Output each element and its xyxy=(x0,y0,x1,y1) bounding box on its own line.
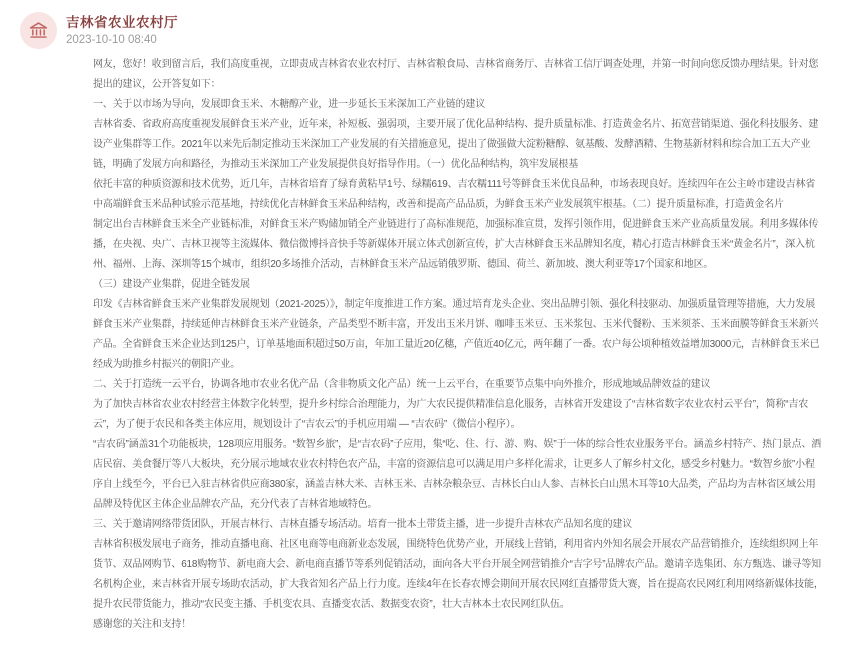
header-meta xyxy=(66,12,178,48)
agency-avatar xyxy=(20,12,57,49)
government-building-icon xyxy=(28,20,49,41)
reply-paragraph-closing: 感谢您的关注和支持！ xyxy=(93,619,191,630)
section-heading-3: 三、关于邀请网络带货团队，开展吉林行、吉林直播专场活动。培育一批本土带货主播，进一步提升吉林农产品知名度的建议 xyxy=(93,519,632,530)
section-heading-1: 一、关于以市场为导向，发展即食玉米、木糖醇产业，进一步延长玉米深加工产业链的建议 xyxy=(93,99,485,110)
reply-paragraph-greeting: 网友，您好！收到留言后，我们高度重视，立即责成吉林省农业农村厅、吉林省粮食局、吉林省商务厅、吉林省工信厅调查处理，并第一时间向您反馈办理结果。针对您提出的建议，公开答复如下： xyxy=(93,59,819,90)
reply-paragraph: 吉林省委、省政府高度重视发展鲜食玉米产业，近年来，补短板、强弱项，主要开展了优化品种结构、提升质量标准、打造黄金名片、拓宽营销渠道、强化科技服务、建设产业集群等工作。2021年以来先后制定推动玉米深加工产业发展的有关措施意见，提出了做强做大淀粉糖醇、氨基酸、发酵酒精、生物基新材料和综合加工五大产业链，明确了发展方向和路径，为推动玉米深加工产业发展提供良好指导作用。（一）优化品种结构，筑牢发展根基 xyxy=(93,119,819,170)
reply-header xyxy=(20,12,178,49)
agency-name: 吉林省农业农村厅 xyxy=(66,15,178,30)
reply-paragraph: “吉农码”涵盖31个功能板块，128项应用服务。“数智乡旅”，是“吉农码”子应用，集“吃、住、行、游、购、娱”于一体的综合性农业服务平台。涵盖乡村特产、热门景点、酒店民宿、美食餐厅等八大板块，充分展示地域农业农村特色农产品，丰富的资源信息可以满足用户多样化需求，让更多人了解乡村文化，感受乡村魅力。“数智乡旅”小程序自上线至今，平台已入驻吉林省供应商380家，涵盖吉林大米、吉林玉米、吉林杂粮杂豆、吉林长白山人参、吉林长白山黑木耳等10大品类，产品均为吉林省区域公用品牌及特优区主体企业品牌农产品，充分代表了吉林省地域特色。 xyxy=(93,439,822,510)
reply-paragraph: 印发《吉林省鲜食玉米产业集群发展规划（2021-2025）》，制定年度推进工作方案。通过培育龙头企业、突出品牌引领、强化科技驱动、加强质量管理等措施，大力发展鲜食玉米产业集群，持续延伸吉林鲜食玉米产业链条，产品类型不断丰富，开发出玉米月饼、咖啡玉米豆、玉米浆包、玉米代餐粉、玉米须茶、玉米面膜等鲜食玉米新兴产品。全省鲜食玉米企业达到125户，订单基地面积超过50万亩，年加工量近20亿穗，产值近40亿元，两年翻了一番。农户每公顷种植效益增加3000元，吉林鲜食玉米已经成为助推乡村振兴的朝阳产业。 xyxy=(93,299,820,370)
section-heading-2: 二、关于打造统一云平台，协调各地市农业名优产品（含非物质文化产品）统一上云平台，在重要节点集中向外推介，形成地域品牌效益的建议 xyxy=(93,379,711,390)
reply-paragraph: 依托丰富的种质资源和技术优势，近几年，吉林省培育了绿育黄粘早1号、绿糯619、吉农糯111号等鲜食玉米优良品种，市场表现良好。连续四年在公主岭市建设吉林省中高端鲜食玉米品种试验示范基地，持续优化吉林鲜食玉米品种结构，改善和提高产品品质，为鲜食玉米产业发展筑牢根基。（二）提升质量标准，打造黄金名片 xyxy=(93,179,816,210)
reply-timestamp: 2023-10-10 08:40 xyxy=(66,34,157,46)
reply-paragraph: 吉林省积极发展电子商务，推动直播电商、社区电商等电商新业态发展，围绕特色优势产业，开展线上营销，利用省内外知名展会开展农产品营销推介，连续组织网上年货节、双品网购节、618购物节、新电商大会、新电商直播节等系列促销活动，面向各大平台开展全网营销推介“吉字号”品牌农产品。邀请辛选集团、东方甄选、谦寻等知名机构企业，来吉林省开展专场助农活动，扩大我省知名产品上行力度。连续4年在长春农博会期间开展农民网红直播带货大赛，旨在提高农民网红利用网络新媒体技能，提升农民带货能力，推动“农民变主播、手机变农具、直播变农活、数据变农资”，壮大吉林本土农民网红队伍。 xyxy=(93,539,824,610)
reply-paragraph: 制定出台吉林鲜食玉米全产业链标准，对鲜食玉米产购储加销全产业链进行了高标准规范，加强标准宣贯，发挥引领作用，促进鲜食玉米产业高质量发展。利用多媒体传播，在央视、央广、吉林卫视等主流媒体、微信微博抖音快手等新媒体开展立体式创新宣传，扩大吉林鲜食玉米品牌知名度，精心打造吉林鲜食玉米“黄金名片”，深入杭州、福州、上海、深圳等15个城市，组织20多场推介活动，吉林鲜食玉米产品远销俄罗斯、德国、荷兰、新加坡、澳大利亚等17个国家和地区。 xyxy=(93,219,819,270)
reply-body xyxy=(93,55,824,635)
reply-paragraph: 为了加快吉林省农业农村经营主体数字化转型，提升乡村综合治理能力，为广大农民提供精准信息化服务，吉林省开发建设了“吉林省数字农业农村云平台”，简称“吉农云”，为了便于农民和各类主体应用，规划设计了“吉农云”的手机应用端 — “吉农码”（微信小程序）。 xyxy=(93,399,808,430)
sub-heading-3: （三）建设产业集群，促进全链发展 xyxy=(93,279,250,290)
